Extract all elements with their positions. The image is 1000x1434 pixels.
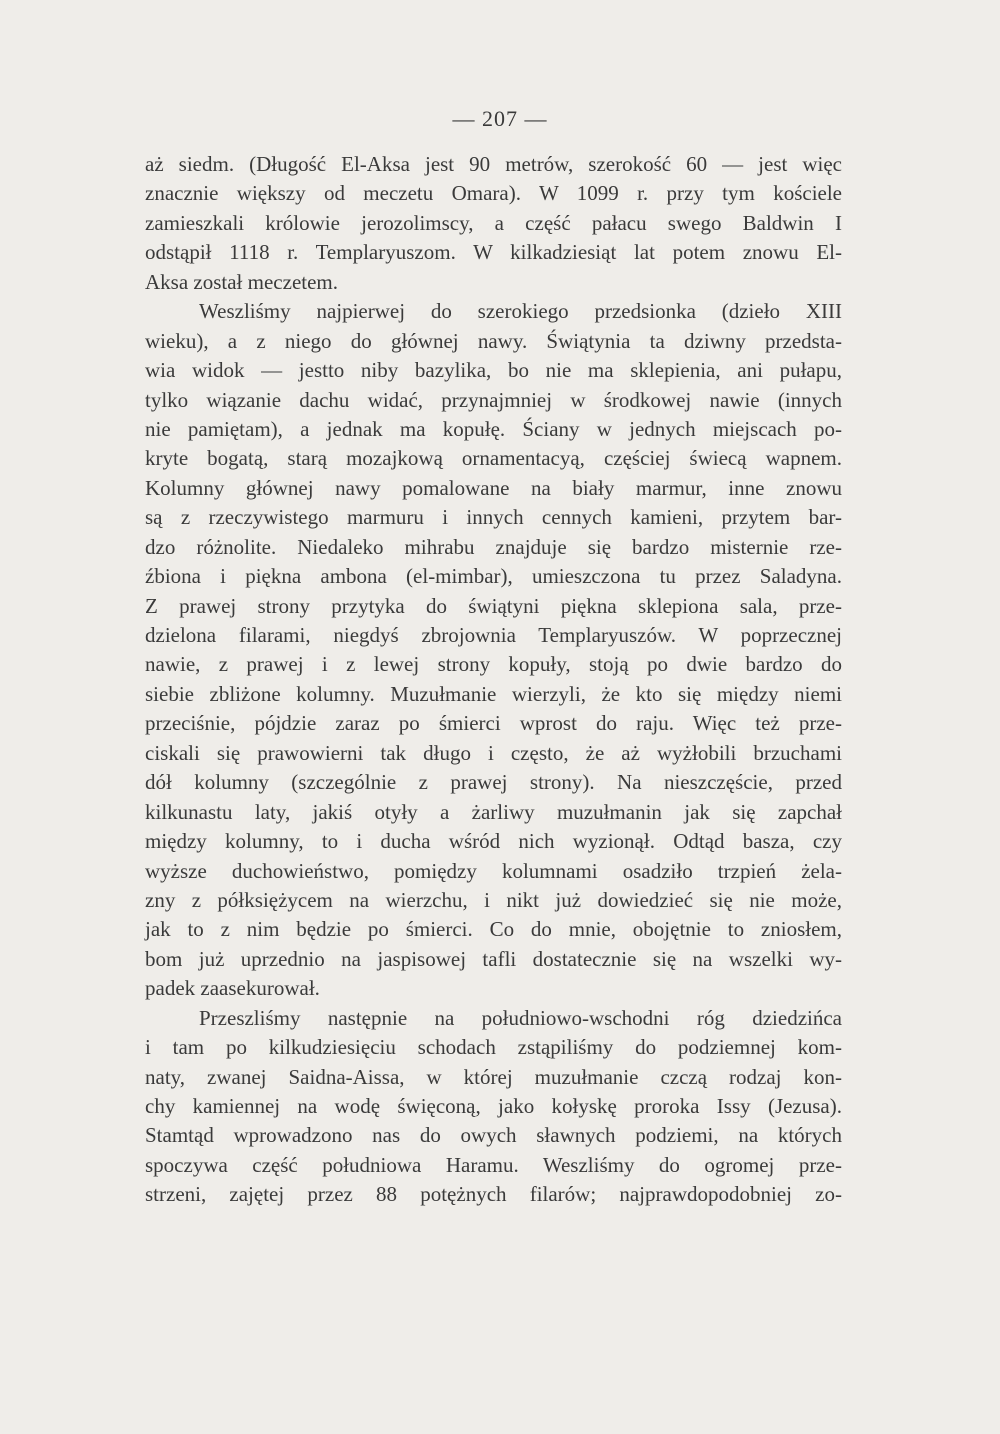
text-line: siebie zbliżone kolumny. Muzułmanie wierzyli, że kto się między niemi: [145, 681, 842, 706]
text-line: Przeszliśmy następnie na południowo-wschodni róg dziedzińca: [199, 1005, 842, 1030]
text-line: znacznie większy od meczetu Omara). W 1099 r. przy tym kościele: [145, 181, 842, 206]
text-line: naty, zwanej Saidna-Aissa, w której muzułmanie czczą rodzaj kon-: [145, 1064, 842, 1089]
text-line: bom już uprzednio na jaspisowej tafli dostatecznie się na wszelki wy-: [145, 946, 842, 971]
text-line: Z prawej strony przytyka do świątyni piękna sklepiona sala, prze-: [145, 593, 842, 618]
text-line: dzo różnolite. Niedaleko mihrabu znajduje się bardzo misternie rze-: [145, 534, 842, 559]
text-line: Kolumny głównej nawy pomalowane na biały marmur, inne znowu: [145, 475, 842, 500]
text-line: padek zaasekurował.: [145, 976, 320, 1001]
text-line: wyższe duchowieństwo, pomiędzy kolumnami osadziło trzpień żela-: [145, 858, 842, 883]
text-line: Stamtąd wprowadzono nas do owych sławnych podziemi, na których: [145, 1123, 842, 1148]
text-line: przeciśnie, pójdzie zaraz po śmierci wprost do raju. Więc też prze-: [145, 711, 842, 736]
text-line: strzeni, zajętej przez 88 potężnych filarów; najprawdopodobniej zo-: [145, 1182, 842, 1207]
text-line: jak to z nim będzie po śmierci. Co do mnie, obojętnie to zniosłem,: [145, 917, 842, 942]
text-line: spoczywa część południowa Haramu. Weszliśmy do ogromej prze-: [145, 1152, 842, 1177]
text-line: odstąpił 1118 r. Templaryuszom. W kilkadziesiąt lat potem znowu El-: [145, 240, 842, 265]
text-line: zamieszkali królowie jerozolimscy, a część pałacu swego Baldwin I: [145, 210, 842, 235]
body-text: [145, 150, 842, 1210]
text-line: kryte bogatą, starą mozajkową ornamentacyą, częściej świecą wapnem.: [145, 446, 842, 471]
text-line: ciskali się prawowierni tak długo i często, że aż wyżłobili brzuchami: [145, 740, 842, 765]
text-line: dzielona filarami, niegdyś zbrojownia Templaryuszów. W poprzecznej: [145, 623, 842, 647]
text-line: i tam po kilkudziesięciu schodach zstąpiliśmy do podziemnej kom-: [145, 1035, 842, 1060]
text-line: źbiona i piękna ambona (el-mimbar), umieszczona tu przez Saladyna.: [145, 564, 842, 589]
text-line: są z rzeczywistego marmuru i innych cennych kamieni, przytem bar-: [145, 505, 842, 530]
text-line: zny z półksiężycem na wierzchu, i nikt już dowiedzieć się nie może,: [145, 887, 842, 912]
text-line: tylko wiązanie dachu widać, przynajmniej w środkowej nawie (innych: [145, 387, 842, 412]
text-line: nie pamiętam), a jednak ma kopułę. Ściany w jednych miejscach po-: [145, 416, 842, 441]
text-line: Aksa został meczetem.: [145, 269, 338, 294]
text-line: kilkunastu laty, jakiś otyły a żarliwy muzułmanin jak się zapchał: [145, 799, 842, 824]
text-line: dół kolumny (szczególnie z prawej strony). Na nieszczęście, przed: [145, 770, 842, 795]
text-line: aż siedm. (Długość El-Aksa jest 90 metrów, szerokość 60 — jest więc: [145, 152, 842, 176]
text-line: nawie, z prawej i z lewej strony kopuły, stoją po dwie bardzo do: [145, 652, 842, 677]
page-number: — 207 —: [452, 106, 548, 131]
text-line: Weszliśmy najpierwej do szerokiego przedsionka (dzieło XIII: [199, 299, 842, 324]
text-line: między kolumny, to i ducha wśród nich wyzionął. Odtąd basza, czy: [145, 829, 842, 854]
text-line: chy kamiennej na wodę święconą, jako kołyskę proroka Issy (Jezusa).: [145, 1094, 842, 1118]
text-line: wia widok — jestto niby bazylika, bo nie ma sklepienia, ani pułapu,: [145, 358, 842, 383]
text-line: wieku), a z niego do głównej nawy. Świątynia ta dziwny przedsta-: [145, 328, 842, 353]
